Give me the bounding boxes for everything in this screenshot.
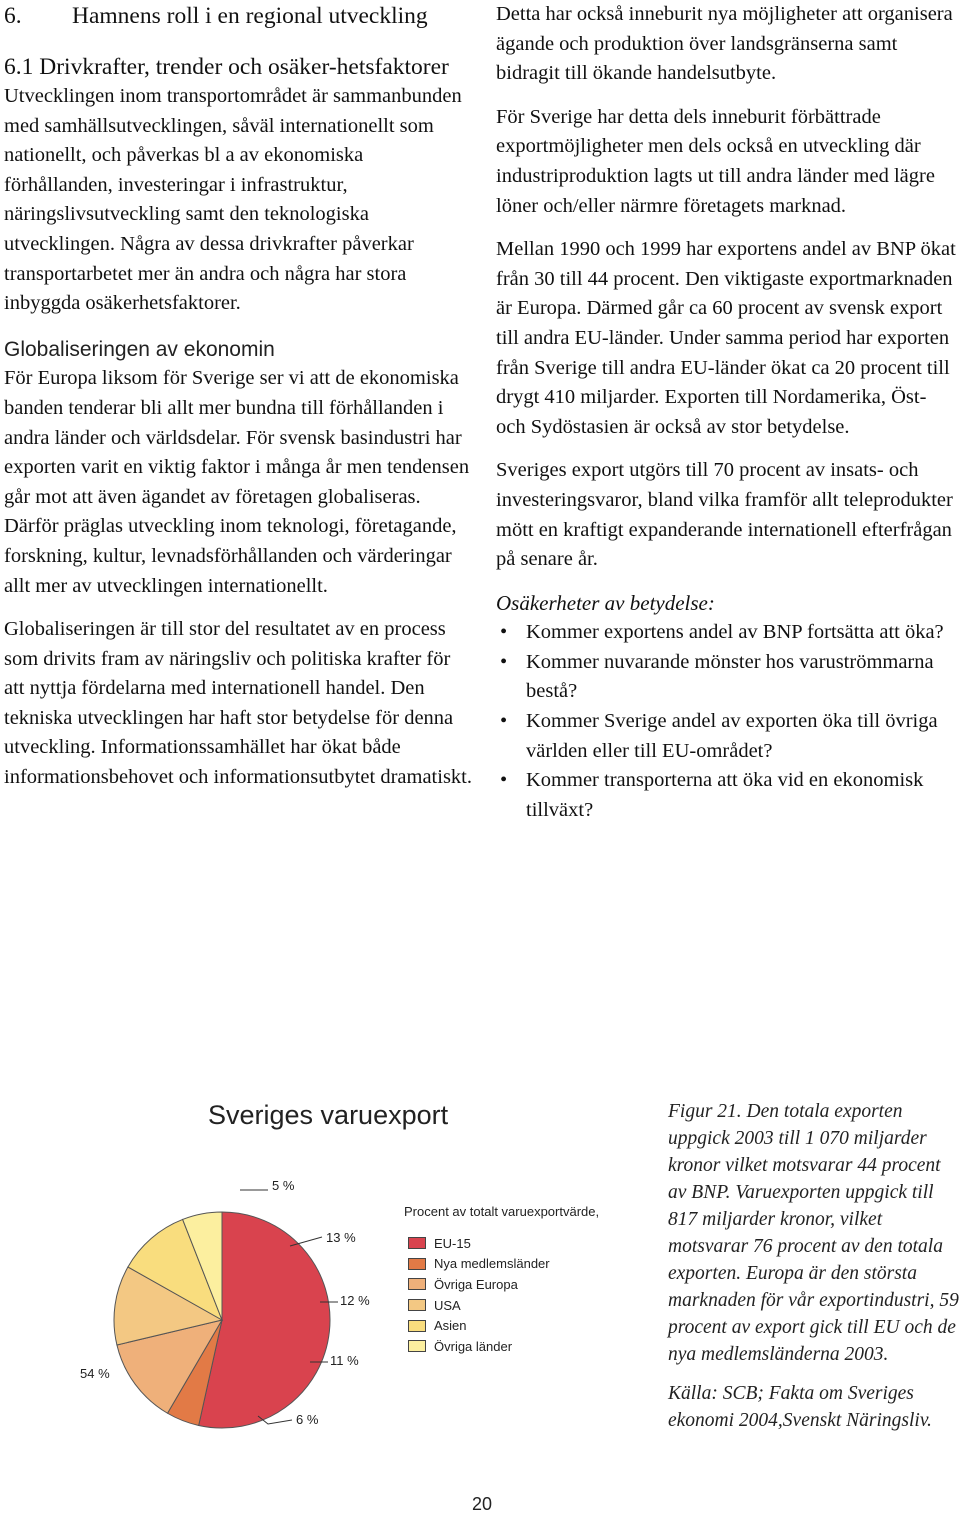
legend-swatch <box>408 1340 426 1352</box>
uncertainty-heading: Osäkerheter av betydelse: <box>496 590 715 615</box>
legend-item <box>404 1233 599 1254</box>
legend-item <box>404 1295 599 1316</box>
caption-text: Figur 21. Den totala exporten uppgick 2003 till 1 070 miljarder kronor vilket motsvarar 44 procent av BNP. Varuexporten uppgick till 817 miljarder kronor, vilket motsvarar 76 procent av den totala exporten. Europa är den största marknaden för vår exportindustri, 59 procent av export gick till EU och de nya medlemsländerna 2003. <box>668 1101 959 1365</box>
slice-label: 6 % <box>296 1412 319 1427</box>
legend-item <box>404 1274 599 1295</box>
subheading-globalisation: Globaliseringen av ekonomin <box>4 337 275 361</box>
chapter-number: 6. <box>4 3 22 29</box>
globalisation-paragraph-2: Globaliseringen är till stor del resultatet av en process som drivits fram av näringsliv och politiska krafter för att nyttja fördelarna med internationell handel. Den tekniska utvecklingen har haft stor betydelse för denna utveckling. Informationssamhället har ökat både informationsbehovet och informationsutbytet dramatiskt. <box>4 618 472 789</box>
chapter-heading <box>4 0 474 32</box>
intro-paragraph: Utvecklingen inom transportområdet är sammanbunden med samhällsutvecklingen, såväl internationellt som nationellt, och påverkas bl a av ekonomiska förhållanden, investeringar i infrastruktur, näringslivsutveckling samt den teknologiska utvecklingen. Några av dessa drivkrafter påverkar transportarbetet mer än andra och några har stora inbyggda osäkerhetsfaktorer. <box>4 85 462 315</box>
legend-swatch <box>408 1320 426 1332</box>
right-paragraph-1: Detta har också inneburit nya möjligheter att organisera ägande och produktion över landsgränserna samt bidragit till ökande handelsutbyte. <box>496 3 953 85</box>
slice-label: 5 % <box>272 1178 295 1193</box>
legend-swatch <box>408 1258 426 1270</box>
legend-item <box>404 1254 599 1275</box>
right-column <box>496 0 958 825</box>
slice-label: 13 % <box>326 1230 356 1245</box>
chart-legend <box>404 1204 599 1357</box>
legend-title: Procent av totalt varuexportvärde, <box>404 1204 600 1219</box>
legend-label: EU-15 <box>434 1235 471 1251</box>
legend-item <box>404 1336 599 1357</box>
chart-title: Sveriges varuexport <box>208 1100 449 1130</box>
legend-label: Asien <box>434 1318 467 1334</box>
right-paragraph-3: Mellan 1990 och 1999 har exportens andel av BNP ökat från 30 till 44 procent. Den viktigaste exportmarknaden är Europa. Därmed går ca 60 procent av svensk export till andra EU-länder. Under samma period har exporten från Sverige till andra EU-länder ökat ca 20 procent till drygt 410 miljarder. Exporten till Nordamerika, Öst- och Sydöstasien är också av stor betydelse. <box>496 238 956 438</box>
right-paragraph-4: Sveriges export utgörs till 70 procent av insats- och investeringsvaror, bland vilka framför allt teleprodukter mött en kraftigt expanderande internationell efterfrågan på senare år. <box>496 459 953 571</box>
globalisation-paragraph-1: För Europa liksom för Sverige ser vi att de ekonomiska banden tenderar bli allt mer bundna till förhållanden i andra länder och världsdelar. För svensk basindustri har exporten varit en viktig faktor i många år men tendensen går mot att även ägandet av företagen globaliseras. Därför präglas utveckling inom teknologi, företagande, forskning, kultur, levnadsförhållanden och värderingar allt mer av utvecklingen internationellt. <box>4 367 470 597</box>
slice-label: 12 % <box>340 1293 370 1308</box>
legend-label: USA <box>434 1297 461 1313</box>
slice-label: 11 % <box>330 1353 359 1368</box>
list-item: • Kommer Sverige andel av exporten öka till övriga världen eller till EU-området? <box>496 707 958 766</box>
figure-caption <box>668 1098 960 1434</box>
legend-swatch <box>408 1299 426 1311</box>
list-item: • Kommer nuvarande mönster hos varuströmmarna bestå? <box>496 648 958 707</box>
uncertainty-list <box>496 618 958 825</box>
legend-label: Övriga Europa <box>434 1276 518 1292</box>
caption-source: Källa: SCB; Fakta om Sveriges ekonomi 2004,Svenskt Näringsliv. <box>668 1383 932 1431</box>
legend-swatch <box>408 1278 426 1290</box>
left-column <box>4 0 474 793</box>
list-item: • Kommer transporterna att öka vid en ekonomisk tillväxt? <box>496 766 958 825</box>
export-figure <box>0 1080 960 1515</box>
legend-swatch <box>408 1237 426 1249</box>
legend-item <box>404 1315 599 1336</box>
legend-label: Nya medlemsländer <box>434 1256 550 1272</box>
page-number: 20 <box>472 1494 493 1514</box>
chapter-title: Hamnens roll i en regional utveckling <box>72 3 428 29</box>
section-heading: 6.1 Drivkrafter, trender och osäker-hetsfaktorer <box>4 54 449 80</box>
legend-label: Övriga länder <box>434 1338 513 1354</box>
list-item: • Kommer exportens andel av BNP fortsätta att öka? <box>496 618 958 648</box>
right-paragraph-2: För Sverige har detta dels inneburit förbättrade exportmöjligheter men dels också en utveckling där industriproduktion lagts ut till andra länder med lägre löner och/eller närmre företagets marknad. <box>496 105 935 217</box>
slice-label: 54 % <box>80 1366 110 1381</box>
